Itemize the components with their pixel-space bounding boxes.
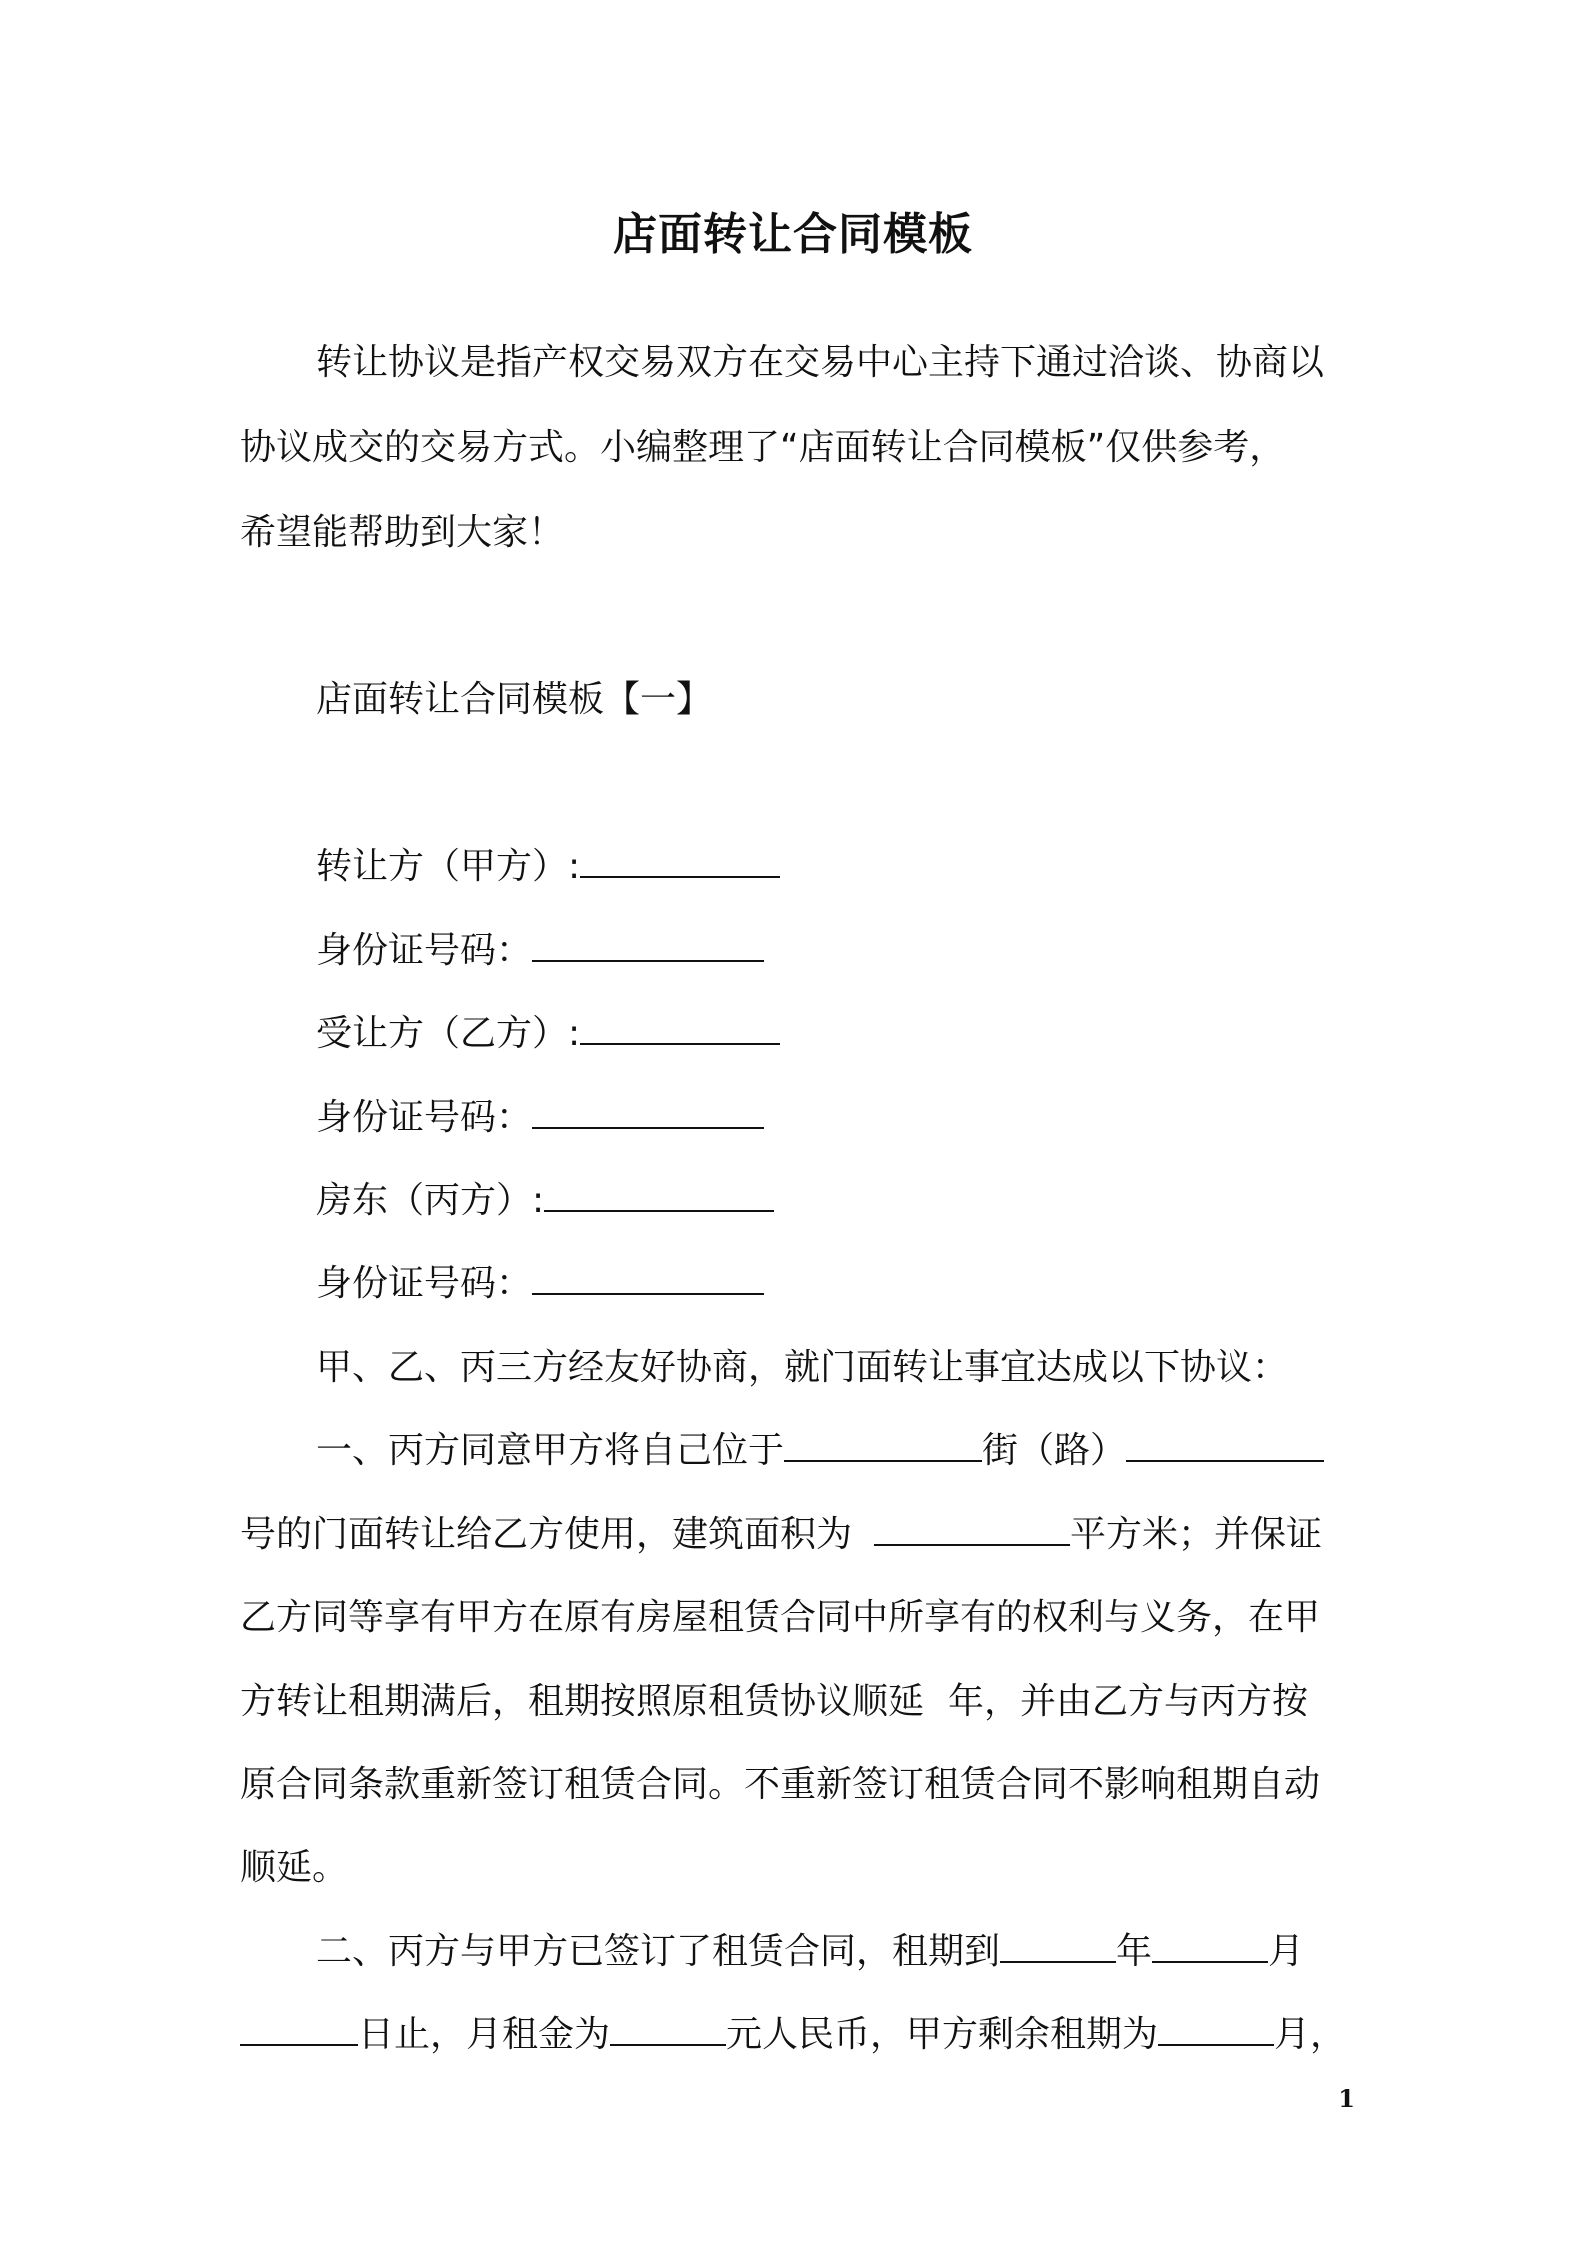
transferor-field [316,842,780,892]
document-title: 店面转让合同模板 [613,209,973,260]
transferee-blank [580,1009,780,1045]
clause2-text: 年 [1116,1931,1153,1972]
clause1-text: 号的门面转让给乙方使用，建筑面积为 [240,1514,853,1555]
clause2-text: 元人民币，甲方剩余租期为 [726,2014,1159,2055]
transferee-id-field [316,1093,764,1143]
transferee-label: 受让方（乙方）: [316,1013,581,1054]
clause1-text: 街（路） [982,1430,1127,1471]
transferor-blank [580,842,780,878]
clause1-line-5: 原合同条款重新签订租赁合同。不重新签订租赁合同不影响租期自动 [240,1764,1321,1805]
clause2-text: 月 [1268,1931,1305,1972]
street-blank [784,1426,982,1462]
section-heading: 店面转让合同模板【一】 [316,679,713,720]
clause1-line-3: 乙方同等享有甲方在原有房屋租赁合同中所享有的权利与义务，在甲 [240,1597,1321,1638]
landlord-id-field [316,1259,764,1309]
rent-blank [610,2010,726,2046]
area-blank [874,1510,1070,1546]
clause2-text: 二、丙方与甲方已签订了租赁合同，租期到 [316,1931,1001,1972]
intro-line-3: 希望能帮助到大家！ [240,512,565,553]
page-number: 1 [1338,2084,1355,2113]
landlord-label: 房东（丙方）: [316,1180,545,1221]
day-blank [240,2010,358,2046]
transferor-label: 转让方（甲方）: [316,846,581,887]
landlord-blank [544,1176,774,1212]
transferee-id-blank [532,1093,764,1129]
transferor-id-blank [532,926,764,962]
clause1-line-1 [316,1426,1324,1476]
transferor-id-label: 身份证号码： [316,930,533,971]
landlord-id-label: 身份证号码： [316,1263,533,1304]
landlord-id-blank [532,1259,764,1295]
clause1-text: 方转让租期满后，租期按照原租赁协议顺延 [240,1681,925,1722]
clause2-text: 月， [1274,2014,1347,2055]
clause1-text: 平方米；并保证 [1070,1514,1323,1555]
clause2-line-2 [240,2010,1346,2060]
transferee-field [316,1009,780,1059]
landlord-field [316,1176,774,1226]
remaining-blank [1158,2010,1274,2046]
month-blank [1152,1927,1268,1963]
clause1-line-6: 顺延。 [240,1847,349,1888]
year-blank [1000,1927,1116,1963]
clause1-text: 一、丙方同意甲方将自己位于 [316,1430,785,1471]
clause1-line-4 [240,1677,1308,1727]
clause1-text: 年，并由乙方与丙方按 [948,1681,1309,1722]
intro-line-1: 转让协议是指产权交易双方在交易中心主持下通过洽谈、协商以 [316,342,1325,383]
intro-line-2: 协议成交的交易方式。小编整理了“店面转让合同模板”仅供参考， [240,427,1286,468]
clause2-text: 日止，月租金为 [358,2014,611,2055]
agreement-intro: 甲、乙、丙三方经友好协商，就门面转让事宜达成以下协议： [316,1347,1289,1388]
clause1-line-2 [240,1510,1322,1560]
transferor-id-field [316,926,764,976]
number-blank [1126,1426,1324,1462]
clause2-line-1 [316,1927,1304,1977]
transferee-id-label: 身份证号码： [316,1097,533,1138]
